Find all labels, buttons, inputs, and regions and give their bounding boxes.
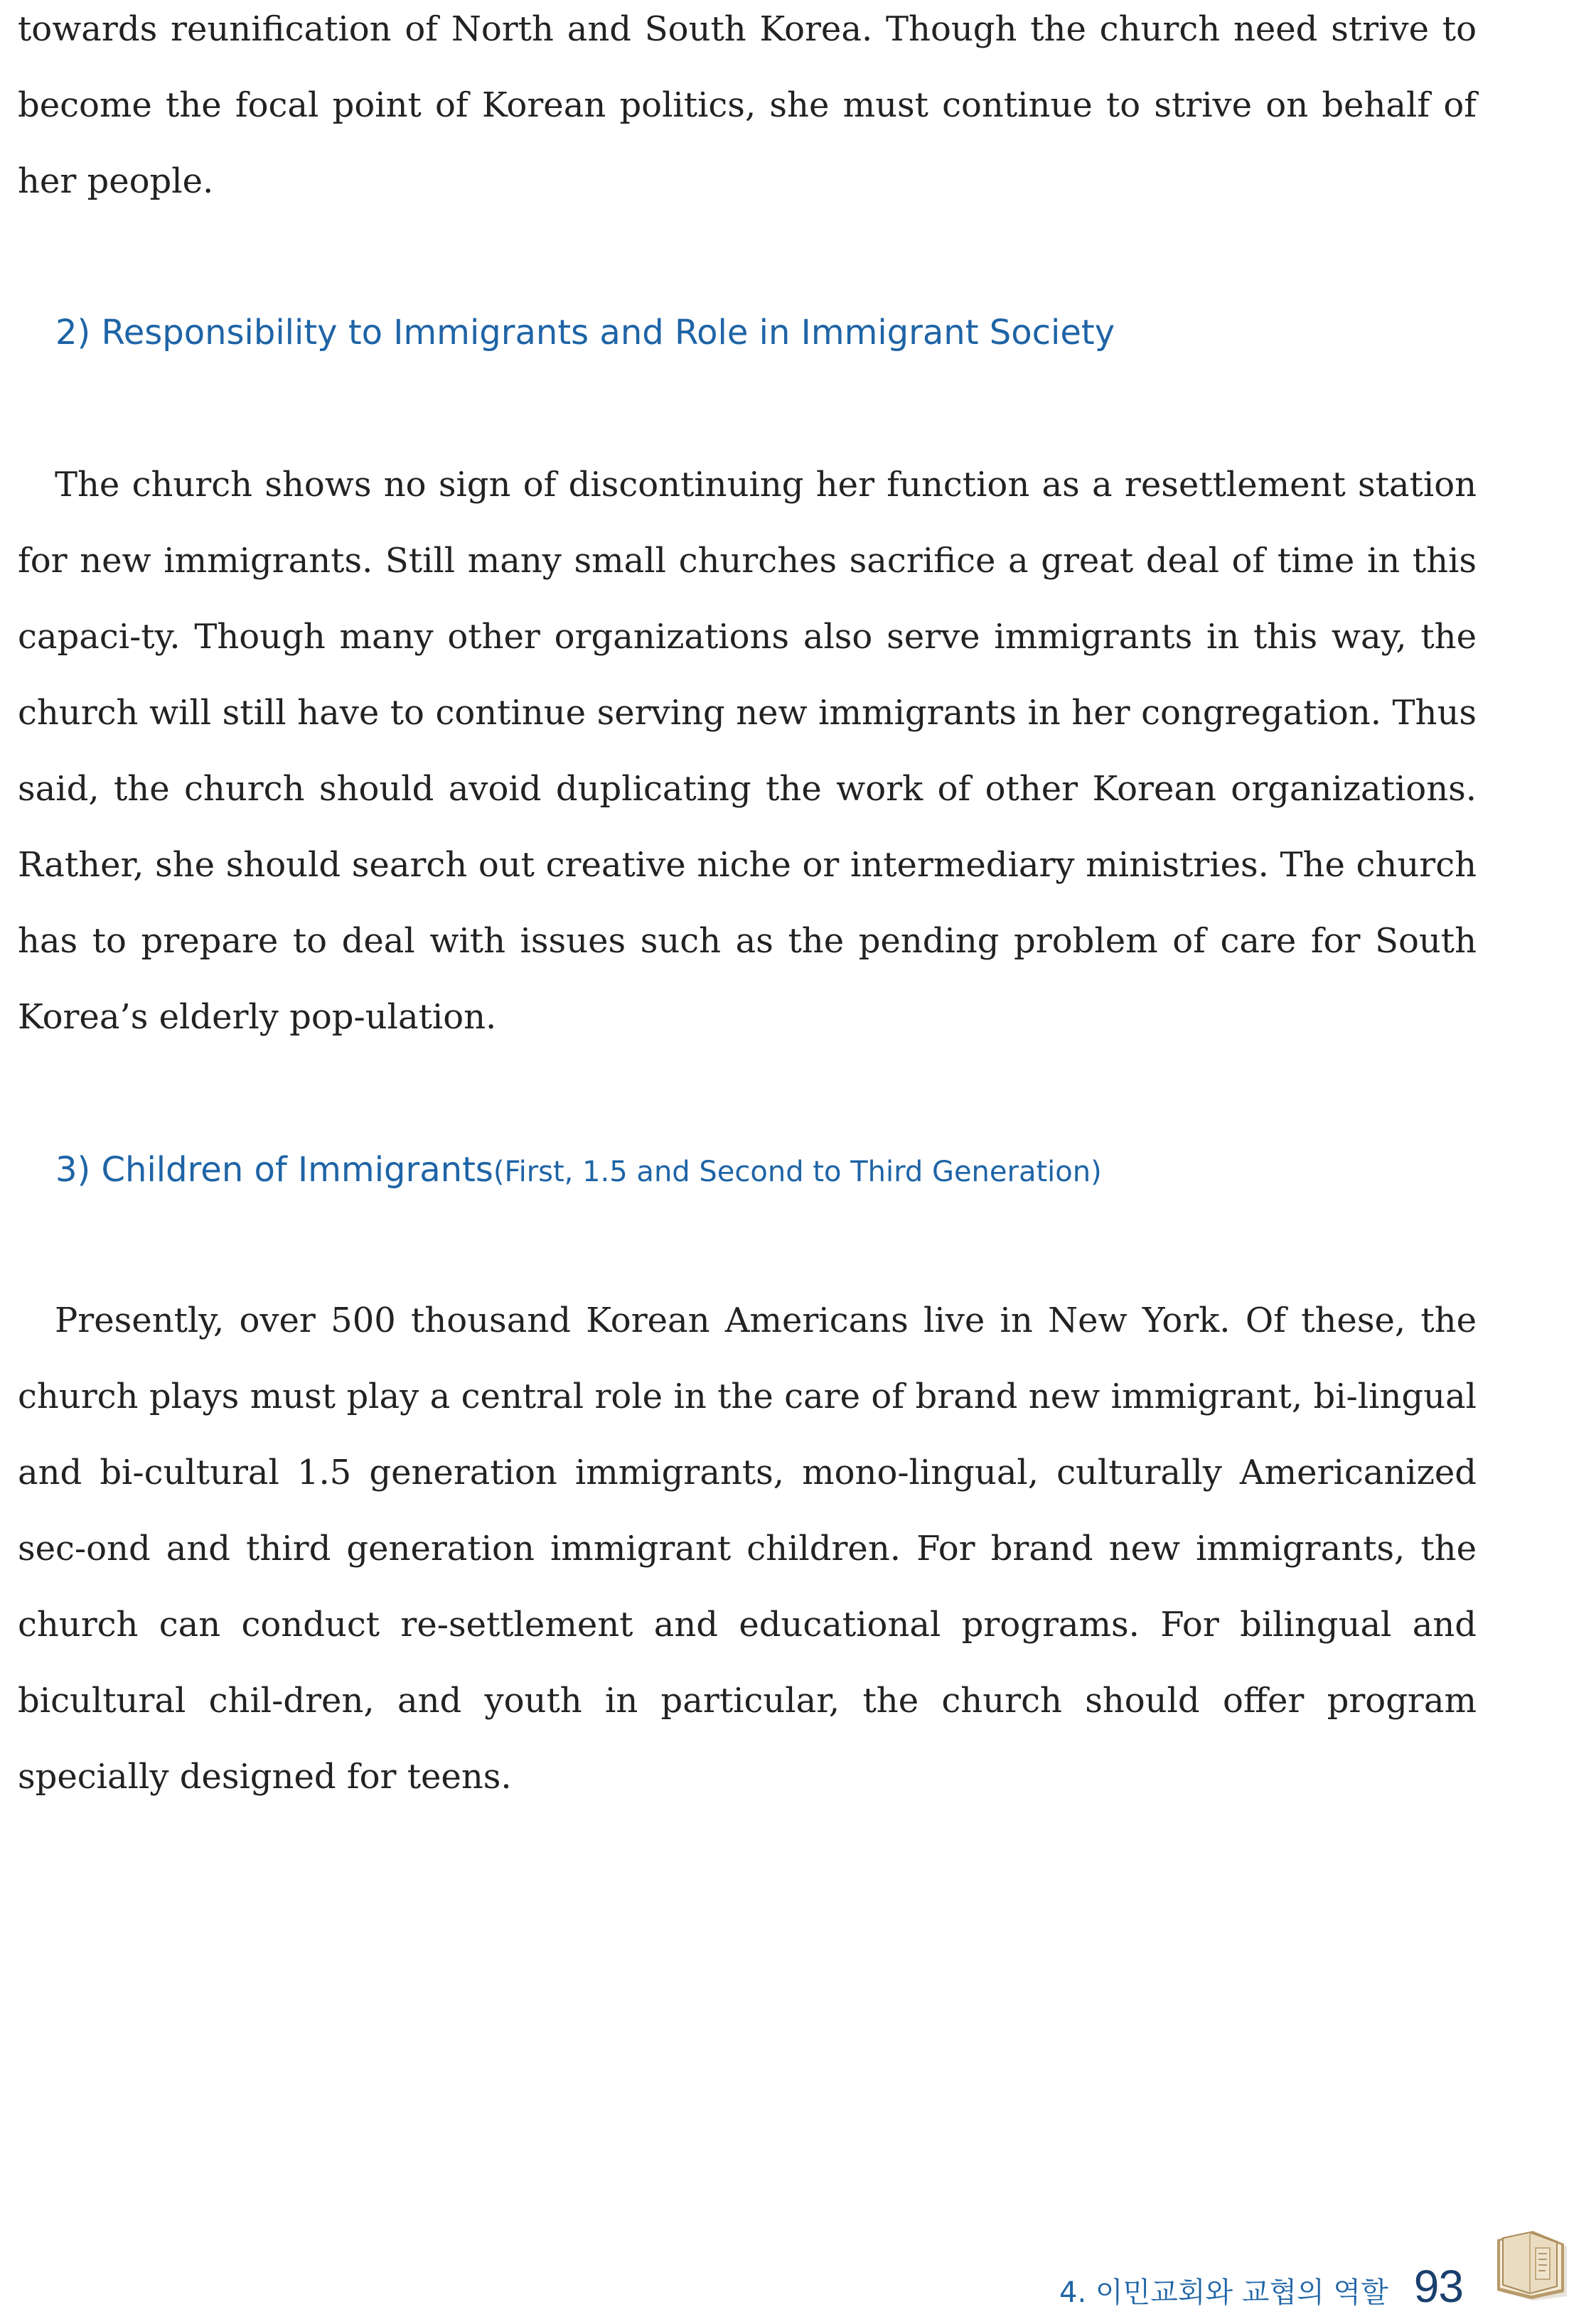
section-2-paragraph: The church shows no sign of discontinuing her function as a resettlement station for new immigrants. Still many small churches sacrifice a great deal of time in this capaci-ty. Though many other organizations also serve immigrants in this way, the church will still have to continue serving new immigrants in her congregation. Thus said, the church should avoid duplicating the work of other Korean organizations. Rather, she should search out creative niche or intermediary ministries. The church has to prepare to deal with issues such as the pending problem of care for South Korea’s elderly pop-ulation.	[18, 465, 1477, 1037]
book-icon	[1493, 2228, 1569, 2302]
section-3-paragraph: Presently, over 500 thousand Korean Americans live in New York. Of these, the church plays must play a central role in the care of brand new immigrant, bi-lingual and bi-cultural 1.5 generation immigrants, mono-lingual, culturally Americanized sec-ond and third generation immigrant children. For brand new immigrants, the church can conduct re-settlement and educational programs. For bilingual and bicultural chil-dren, and youth in particular, the church should offer program specially designed for teens.	[18, 1301, 1477, 1797]
continuation-paragraph: towards reunification of North and South Korea. Though the church need strive to become the focal point of Korean politics, she must continue to strive on behalf of her people.	[18, 9, 1477, 201]
section-2-heading: 2) Responsibility to Immigrants and Role in Immigrant Society	[55, 313, 1115, 353]
section-3-heading	[55, 1150, 1102, 1190]
chapter-title: 4. 이민교회와 교협의 역할	[1059, 2276, 1388, 2309]
page-number: 93	[1413, 2261, 1463, 2312]
section-3-heading-sub: (First, 1.5 and Second to Third Generation)	[493, 1156, 1102, 1188]
section-3-heading-main: 3) Children of Immigrants	[55, 1150, 493, 1190]
page-footer	[1059, 2260, 1463, 2313]
